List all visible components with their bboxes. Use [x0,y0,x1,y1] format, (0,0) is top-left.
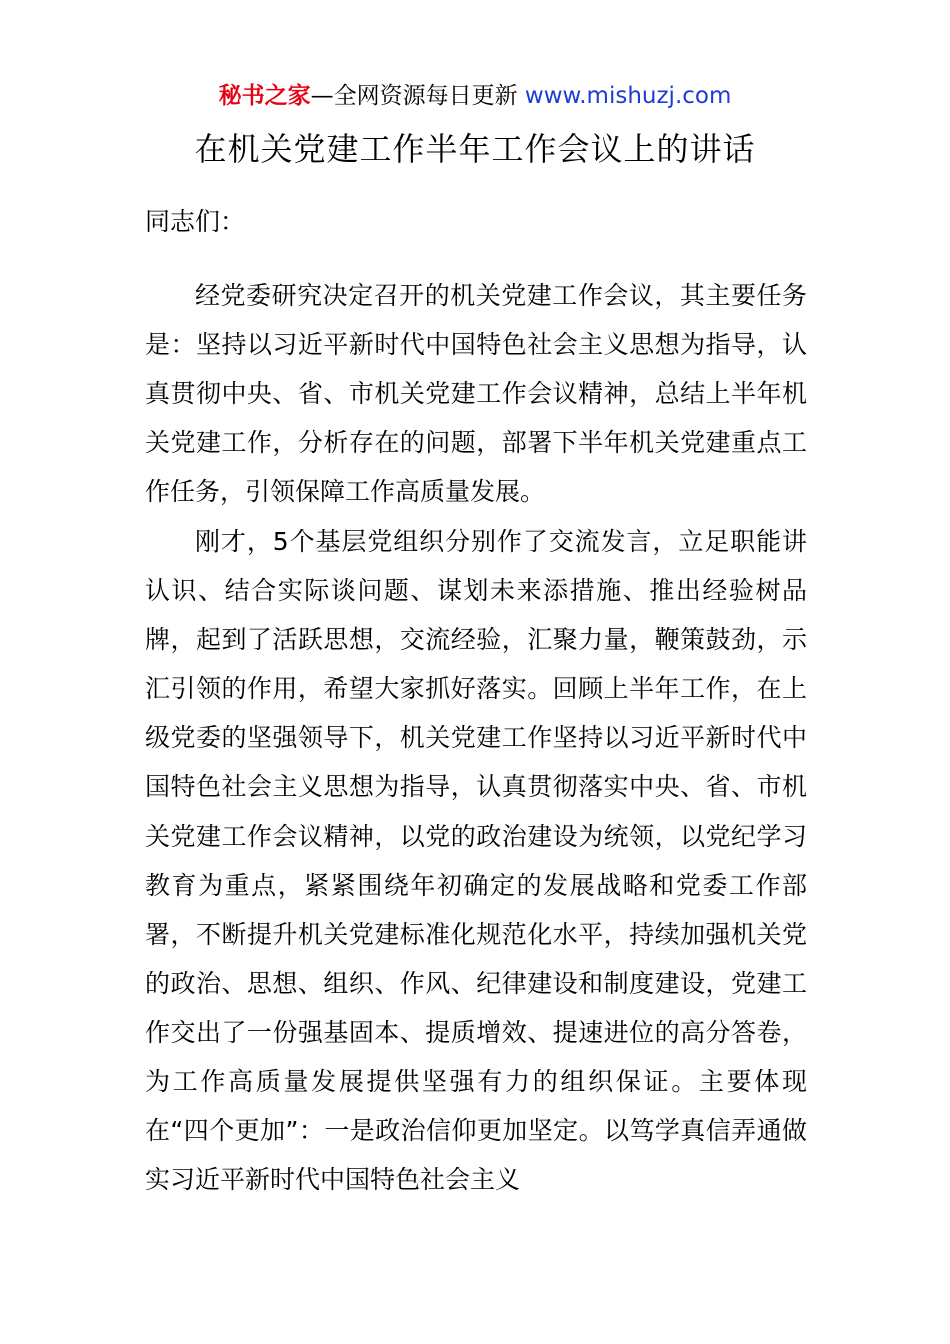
paragraph-2: 刚才，5个基层党组织分别作了交流发言，立足职能讲认识、结合实际谈问题、谋划未来添措施、推出经验树品牌，起到了活跃思想，交流经验，汇聚力量，鞭策鼓劲，示汇引领的作用，希望大家抓好落实。回顾上半年工作，在上级党委的坚强领导下，机关党建工作坚持以习近平新时代中国特色社会主义思想为指导，认真贯彻落实中央、省、市机关党建工作会议精神，以党的政治建设为统领，以党纪学习教育为重点，紧紧围绕年初确定的发展战略和党委工作部署，不断提升机关党建标准化规范化水平，持续加强机关党的政治、思想、组织、作风、纪律建设和制度建设，党建工作交出了一份强基固本、提质增效、提速进位的高分答卷，为工作高质量发展提供坚强有力的组织保证。主要体现在“四个更加”：一是政治信仰更加坚定。以笃学真信弄通做实习近平新时代中国特色社会主义 [145,527,807,1195]
document-title: 在机关党建工作半年工作会议上的讲话 [194,130,756,168]
site-tagline: —全网资源每日更新 [310,83,525,109]
site-url-link[interactable]: www.mishuzj.com [524,83,732,109]
site-brand: 秘书之家 [218,83,311,109]
site-header [0,80,950,112]
paragraph-1: 经党委研究决定召开的机关党建工作会议，其主要任务是：坚持以习近平新时代中国特色社会主义思想为指导，认真贯彻中央、省、市机关党建工作会议精神，总结上半年机关党建工作，分析存在的问题，部署下半年机关党建重点工作任务，引领保障工作高质量发展。 [145,281,807,507]
salutation: 同志们： [145,207,246,236]
